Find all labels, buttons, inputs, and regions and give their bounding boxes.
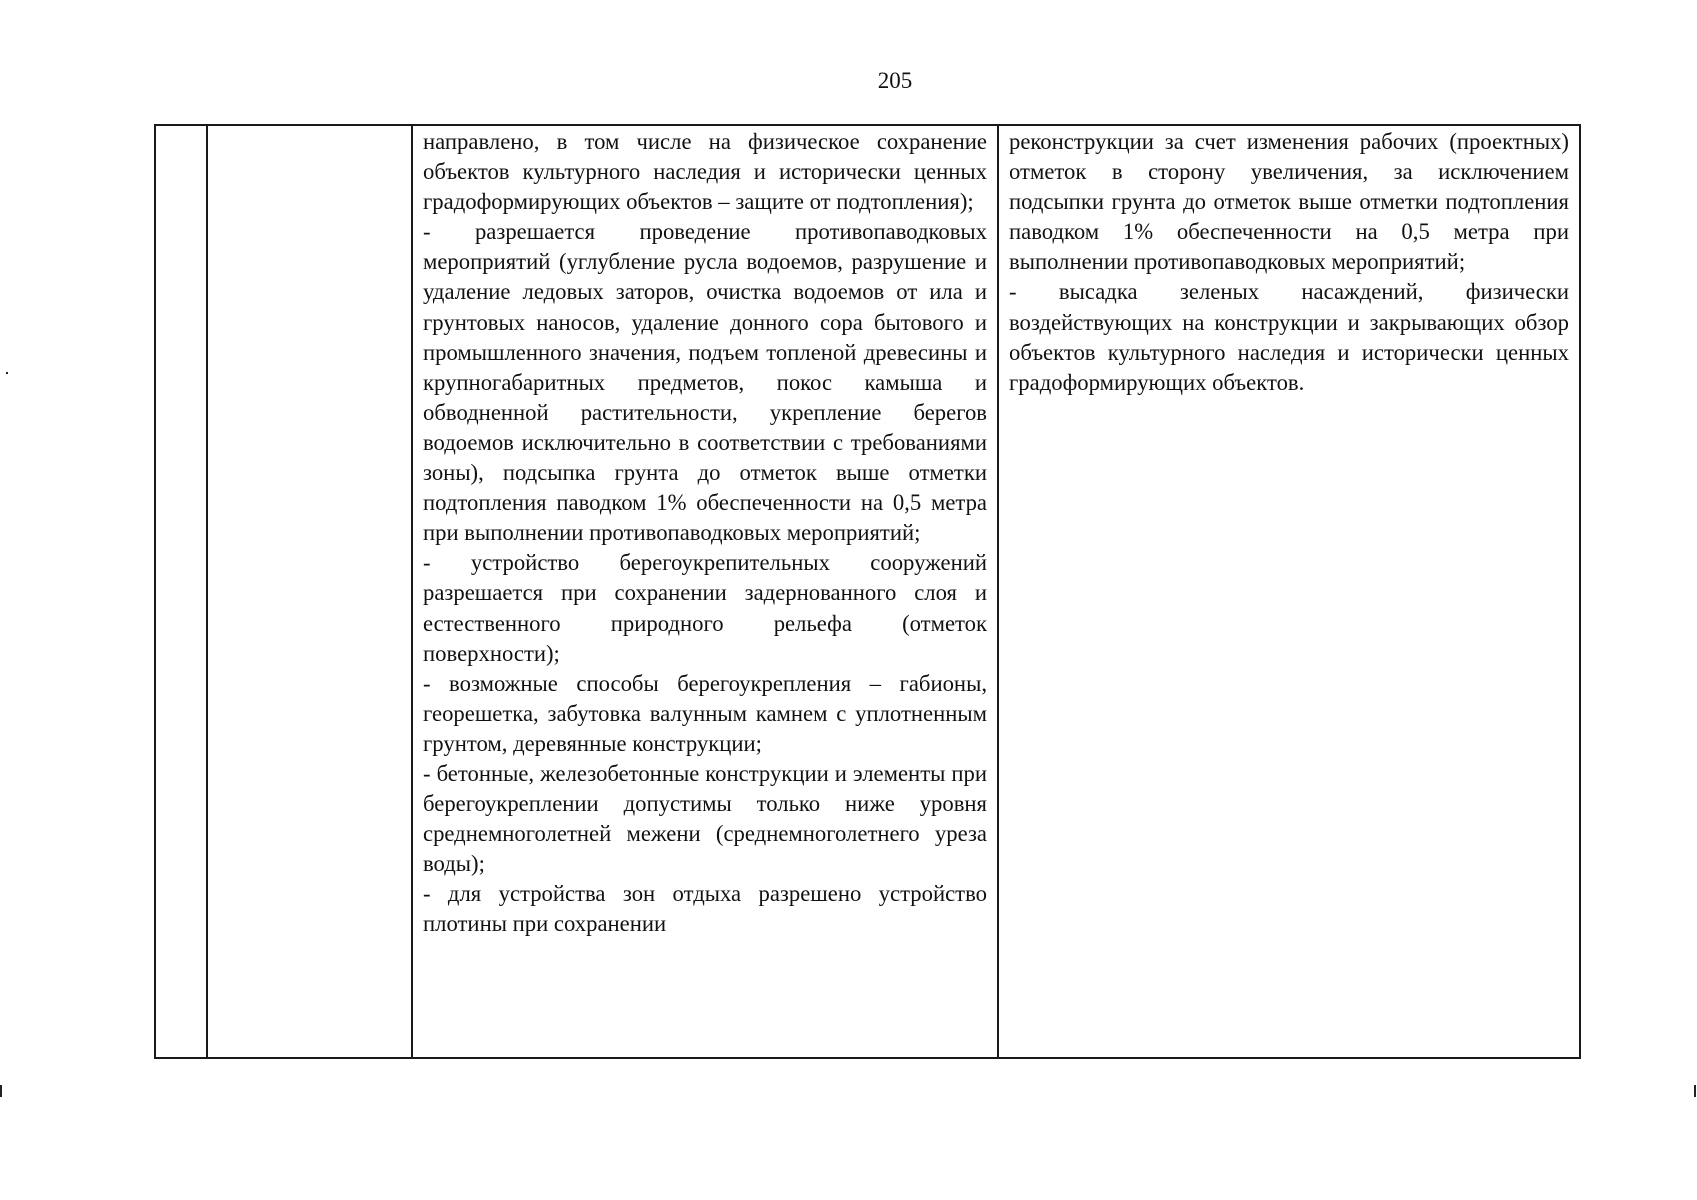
table-cell-number [155, 125, 207, 1058]
cell-permitted-text: направлено, в том числе на физическое сохранение объектов культурного наследия и исторически ценных градоформирующих объектов – защите от подтопления); - разрешается проведение противопаводковых мероприятий (углубление русла водоемов, разрушение и удаление ледовых заторов, очистка водоемов от ила и грунтовых наносов, удаление донного сора бытового и промышленного значения, подъем топленой древесины и крупногабаритных предметов, покос камыша и обводненной растительности, укрепление берегов водоемов исключительно в соответствии с требованиями зоны), подсыпка грунта до отметок выше отметки подтопления паводком 1% обеспеченности на 0,5 метра при выполнении противопаводковых мероприятий; - устройство берегоукрепительных сооружений разрешается при сохранении задернованного слоя и естественного природного рельефа (отметок поверхности); - возможные способы берегоукрепления – габионы, георешетка, забутовка валунным камнем с уплотненным грунтом, деревянные конструкции; - бетонные, железобетонные конструкции и элементы при берегоукреплении допустимы только ниже уровня среднемноголетней межени (среднемноголетнего уреза воды); - для устройства зон отдыха разрешено устройство плотины при сохранении [423, 129, 987, 937]
page-number: 205 [877, 68, 913, 93]
scan-mark-left [0, 1085, 2, 1097]
scan-mark-right [1694, 1085, 1696, 1097]
cell-number-text [156, 126, 206, 127]
table-row [155, 125, 1580, 1058]
table-cell-zone [207, 125, 412, 1058]
scan-dot-left [6, 372, 8, 374]
table-cell-permitted [412, 125, 998, 1058]
regulations-table [154, 124, 1581, 1059]
cell-zone-text [208, 126, 411, 127]
table-cell-prohibited [998, 125, 1580, 1058]
cell-prohibited-text: реконструкции за счет изменения рабочих (проектных) отметок в сторону увеличения, за исключением подсыпки грунта до отметок выше отметки подтопления паводком 1% обеспеченности на 0,5 метра при выполнении противопаводковых мероприятий; - высадка зеленых насаждений, физически воздействующих на конструкции и закрывающих обзор объектов культурного наследия и исторически ценных градоформирующих объектов. [1009, 129, 1569, 395]
